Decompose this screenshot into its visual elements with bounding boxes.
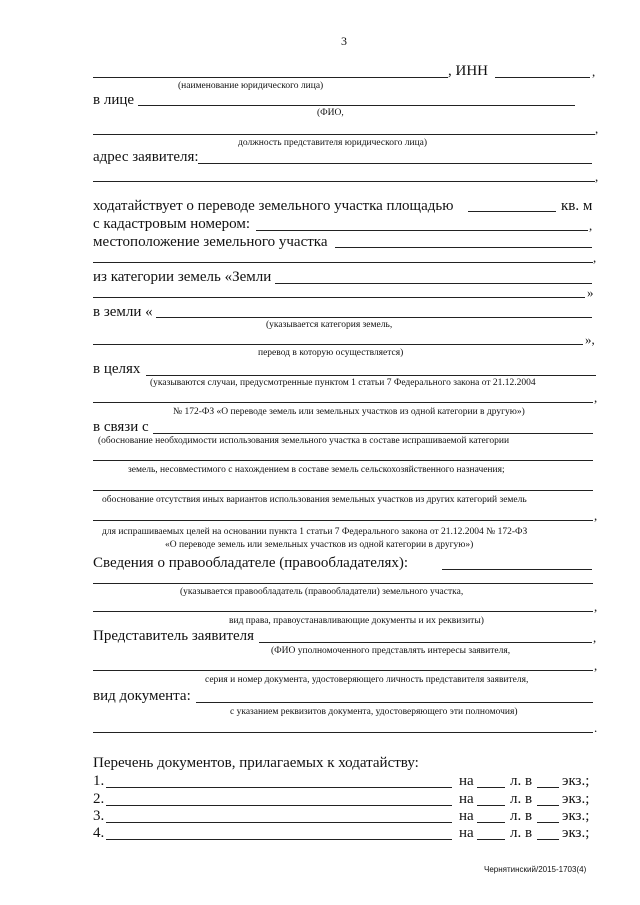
area-field[interactable] bbox=[468, 211, 556, 212]
comma-mark: , bbox=[589, 218, 593, 233]
close-quote: » bbox=[587, 285, 594, 300]
on-label: на bbox=[459, 791, 474, 807]
org-name-hint: (наименование юридического лица) bbox=[178, 81, 324, 91]
copies-field[interactable] bbox=[537, 822, 559, 823]
page-number: 3 bbox=[341, 34, 347, 48]
rightholder-hint-1: (указывается правообладатель (правообладатели) земельного участка, bbox=[180, 587, 464, 597]
reason-field-1[interactable] bbox=[153, 433, 593, 434]
document-row-number: 2. bbox=[93, 791, 105, 807]
sheets-label: л. в bbox=[510, 791, 533, 807]
category-label: из категории земель «Земли bbox=[93, 269, 272, 285]
purpose-hint-2: № 172-ФЗ «О переводе земель или земельных участков из одной категории в другую») bbox=[173, 407, 525, 417]
location-label: местоположение земельного участка bbox=[93, 234, 328, 250]
comma-mark: , bbox=[594, 658, 598, 673]
document-row-number: 3. bbox=[93, 808, 105, 824]
category-hint: (указывается категория земель, bbox=[266, 320, 393, 330]
representative-label: Представитель заявителя bbox=[93, 628, 255, 644]
fio-hint: (ФИО, bbox=[317, 108, 344, 118]
document-name-field[interactable] bbox=[106, 839, 452, 840]
on-label: на bbox=[459, 825, 474, 841]
comma-mark: , bbox=[595, 169, 599, 184]
position-hint: должность представителя юридического лица) bbox=[238, 138, 428, 148]
doc-type-hint: с указанием реквизитов документа, удостоверяющего эти полномочия) bbox=[230, 707, 518, 717]
rightholder-hint-2: вид права, правоустанавливающие документы и их реквизиты) bbox=[229, 616, 484, 626]
category-field-2[interactable] bbox=[93, 297, 585, 298]
representative-fio-field[interactable] bbox=[138, 105, 575, 106]
comma-mark: , bbox=[593, 250, 597, 265]
address-label: адрес заявителя: bbox=[93, 149, 199, 165]
comma-mark: , bbox=[593, 630, 597, 645]
doc-type-label: вид документа: bbox=[93, 688, 191, 704]
representative-field-1[interactable] bbox=[259, 642, 592, 643]
document-name-field[interactable] bbox=[106, 787, 452, 788]
representative-hint-2: серия и номер документа, удостоверяющего личность представителя заявителя, bbox=[205, 675, 529, 685]
in-person-label: в лице bbox=[93, 92, 135, 108]
position-field[interactable] bbox=[93, 134, 595, 135]
on-label: на bbox=[459, 808, 474, 824]
doc-type-field-1[interactable] bbox=[196, 702, 593, 703]
document-row-number: 4. bbox=[93, 825, 105, 841]
purpose-label: в целях bbox=[93, 361, 141, 377]
copies-label: экз.; bbox=[562, 825, 590, 841]
purpose-field-2[interactable] bbox=[93, 402, 593, 403]
doc-type-field-2[interactable] bbox=[93, 732, 593, 733]
on-label: на bbox=[459, 773, 474, 789]
sheets-label: л. в bbox=[510, 773, 533, 789]
target-category-field-1[interactable] bbox=[156, 317, 592, 318]
close-quote-comma: », bbox=[585, 332, 595, 347]
footer-code: Чернятинский/2015-1703(4) bbox=[484, 865, 587, 874]
representative-hint-1: (ФИО уполномоченного представлять интересы заявителя, bbox=[271, 646, 511, 656]
sheets-field[interactable] bbox=[477, 805, 505, 806]
sheets-label: л. в bbox=[510, 825, 533, 841]
to-land-label: в земли « bbox=[93, 304, 153, 320]
sheets-label: л. в bbox=[510, 808, 533, 824]
inn-label: , ИНН bbox=[448, 63, 488, 79]
document-name-field[interactable] bbox=[106, 805, 452, 806]
purpose-hint-1: (указываются случаи, предусмотренные пунктом 1 статьи 7 Федерального закона от 21.12.2004 bbox=[150, 378, 536, 388]
inn-field[interactable] bbox=[495, 77, 590, 78]
comma-mark: , bbox=[594, 390, 598, 405]
org-name-field[interactable] bbox=[93, 77, 448, 78]
reason-label: в связи с bbox=[93, 419, 149, 435]
reason-hint-5: «О переводе земель или земельных участков из одной категории в другую») bbox=[165, 540, 474, 550]
target-category-field-2[interactable] bbox=[93, 344, 583, 345]
address-field-2[interactable] bbox=[93, 181, 595, 182]
cadastral-number-field[interactable] bbox=[256, 230, 588, 231]
copies-label: экз.; bbox=[562, 808, 590, 824]
address-field-1[interactable] bbox=[198, 163, 592, 164]
document-name-field[interactable] bbox=[106, 822, 452, 823]
petition-text: ходатайствует о переводе земельного участка площадью bbox=[93, 198, 454, 214]
sheets-field[interactable] bbox=[477, 822, 505, 823]
rightholder-field-1[interactable] bbox=[442, 569, 592, 570]
location-field-2[interactable] bbox=[93, 262, 593, 263]
reason-hint-3: обоснование отсутствия иных вариантов использования земельных участков из других категорий земель bbox=[102, 495, 527, 505]
copies-label: экз.; bbox=[562, 791, 590, 807]
area-unit: кв. м bbox=[561, 198, 593, 214]
document-row-number: 1. bbox=[93, 773, 105, 789]
representative-field-2[interactable] bbox=[93, 670, 593, 671]
reason-field-3[interactable] bbox=[93, 490, 593, 491]
cadastral-label: с кадастровым номером: bbox=[93, 216, 250, 232]
purpose-field-1[interactable] bbox=[146, 375, 596, 376]
comma-mark: , bbox=[594, 508, 598, 523]
copies-field[interactable] bbox=[537, 839, 559, 840]
transfer-hint: перевод в которую осуществляется) bbox=[258, 348, 404, 358]
copies-label: экз.; bbox=[562, 773, 590, 789]
category-field-1[interactable] bbox=[275, 283, 592, 284]
copies-field[interactable] bbox=[537, 787, 559, 788]
reason-hint-1: (обоснование необходимости использования земельного участка в составе испрашиваемой категории bbox=[98, 436, 510, 446]
rightholder-field-2[interactable] bbox=[93, 583, 593, 584]
comma-mark: , bbox=[594, 599, 598, 614]
documents-title: Перечень документов, прилагаемых к ходатайству: bbox=[93, 755, 419, 771]
reason-field-4[interactable] bbox=[93, 520, 593, 521]
sheets-field[interactable] bbox=[477, 839, 505, 840]
sheets-field[interactable] bbox=[477, 787, 505, 788]
location-field-1[interactable] bbox=[335, 247, 592, 248]
comma-mark: , bbox=[592, 64, 596, 79]
rightholder-label: Сведения о правообладателе (правообладателях): bbox=[93, 555, 408, 571]
reason-hint-2: земель, несовместимого с нахождением в составе земель сельскохозяйственного назначения; bbox=[128, 465, 505, 475]
reason-hint-4: для испрашиваемых целей на основании пункта 1 статьи 7 Федерального закона от 21.12.2004 № 172-ФЗ bbox=[102, 527, 528, 537]
period-mark: . bbox=[594, 720, 598, 735]
reason-field-2[interactable] bbox=[93, 460, 593, 461]
comma-mark: , bbox=[595, 121, 599, 136]
copies-field[interactable] bbox=[537, 805, 559, 806]
rightholder-field-3[interactable] bbox=[93, 611, 593, 612]
